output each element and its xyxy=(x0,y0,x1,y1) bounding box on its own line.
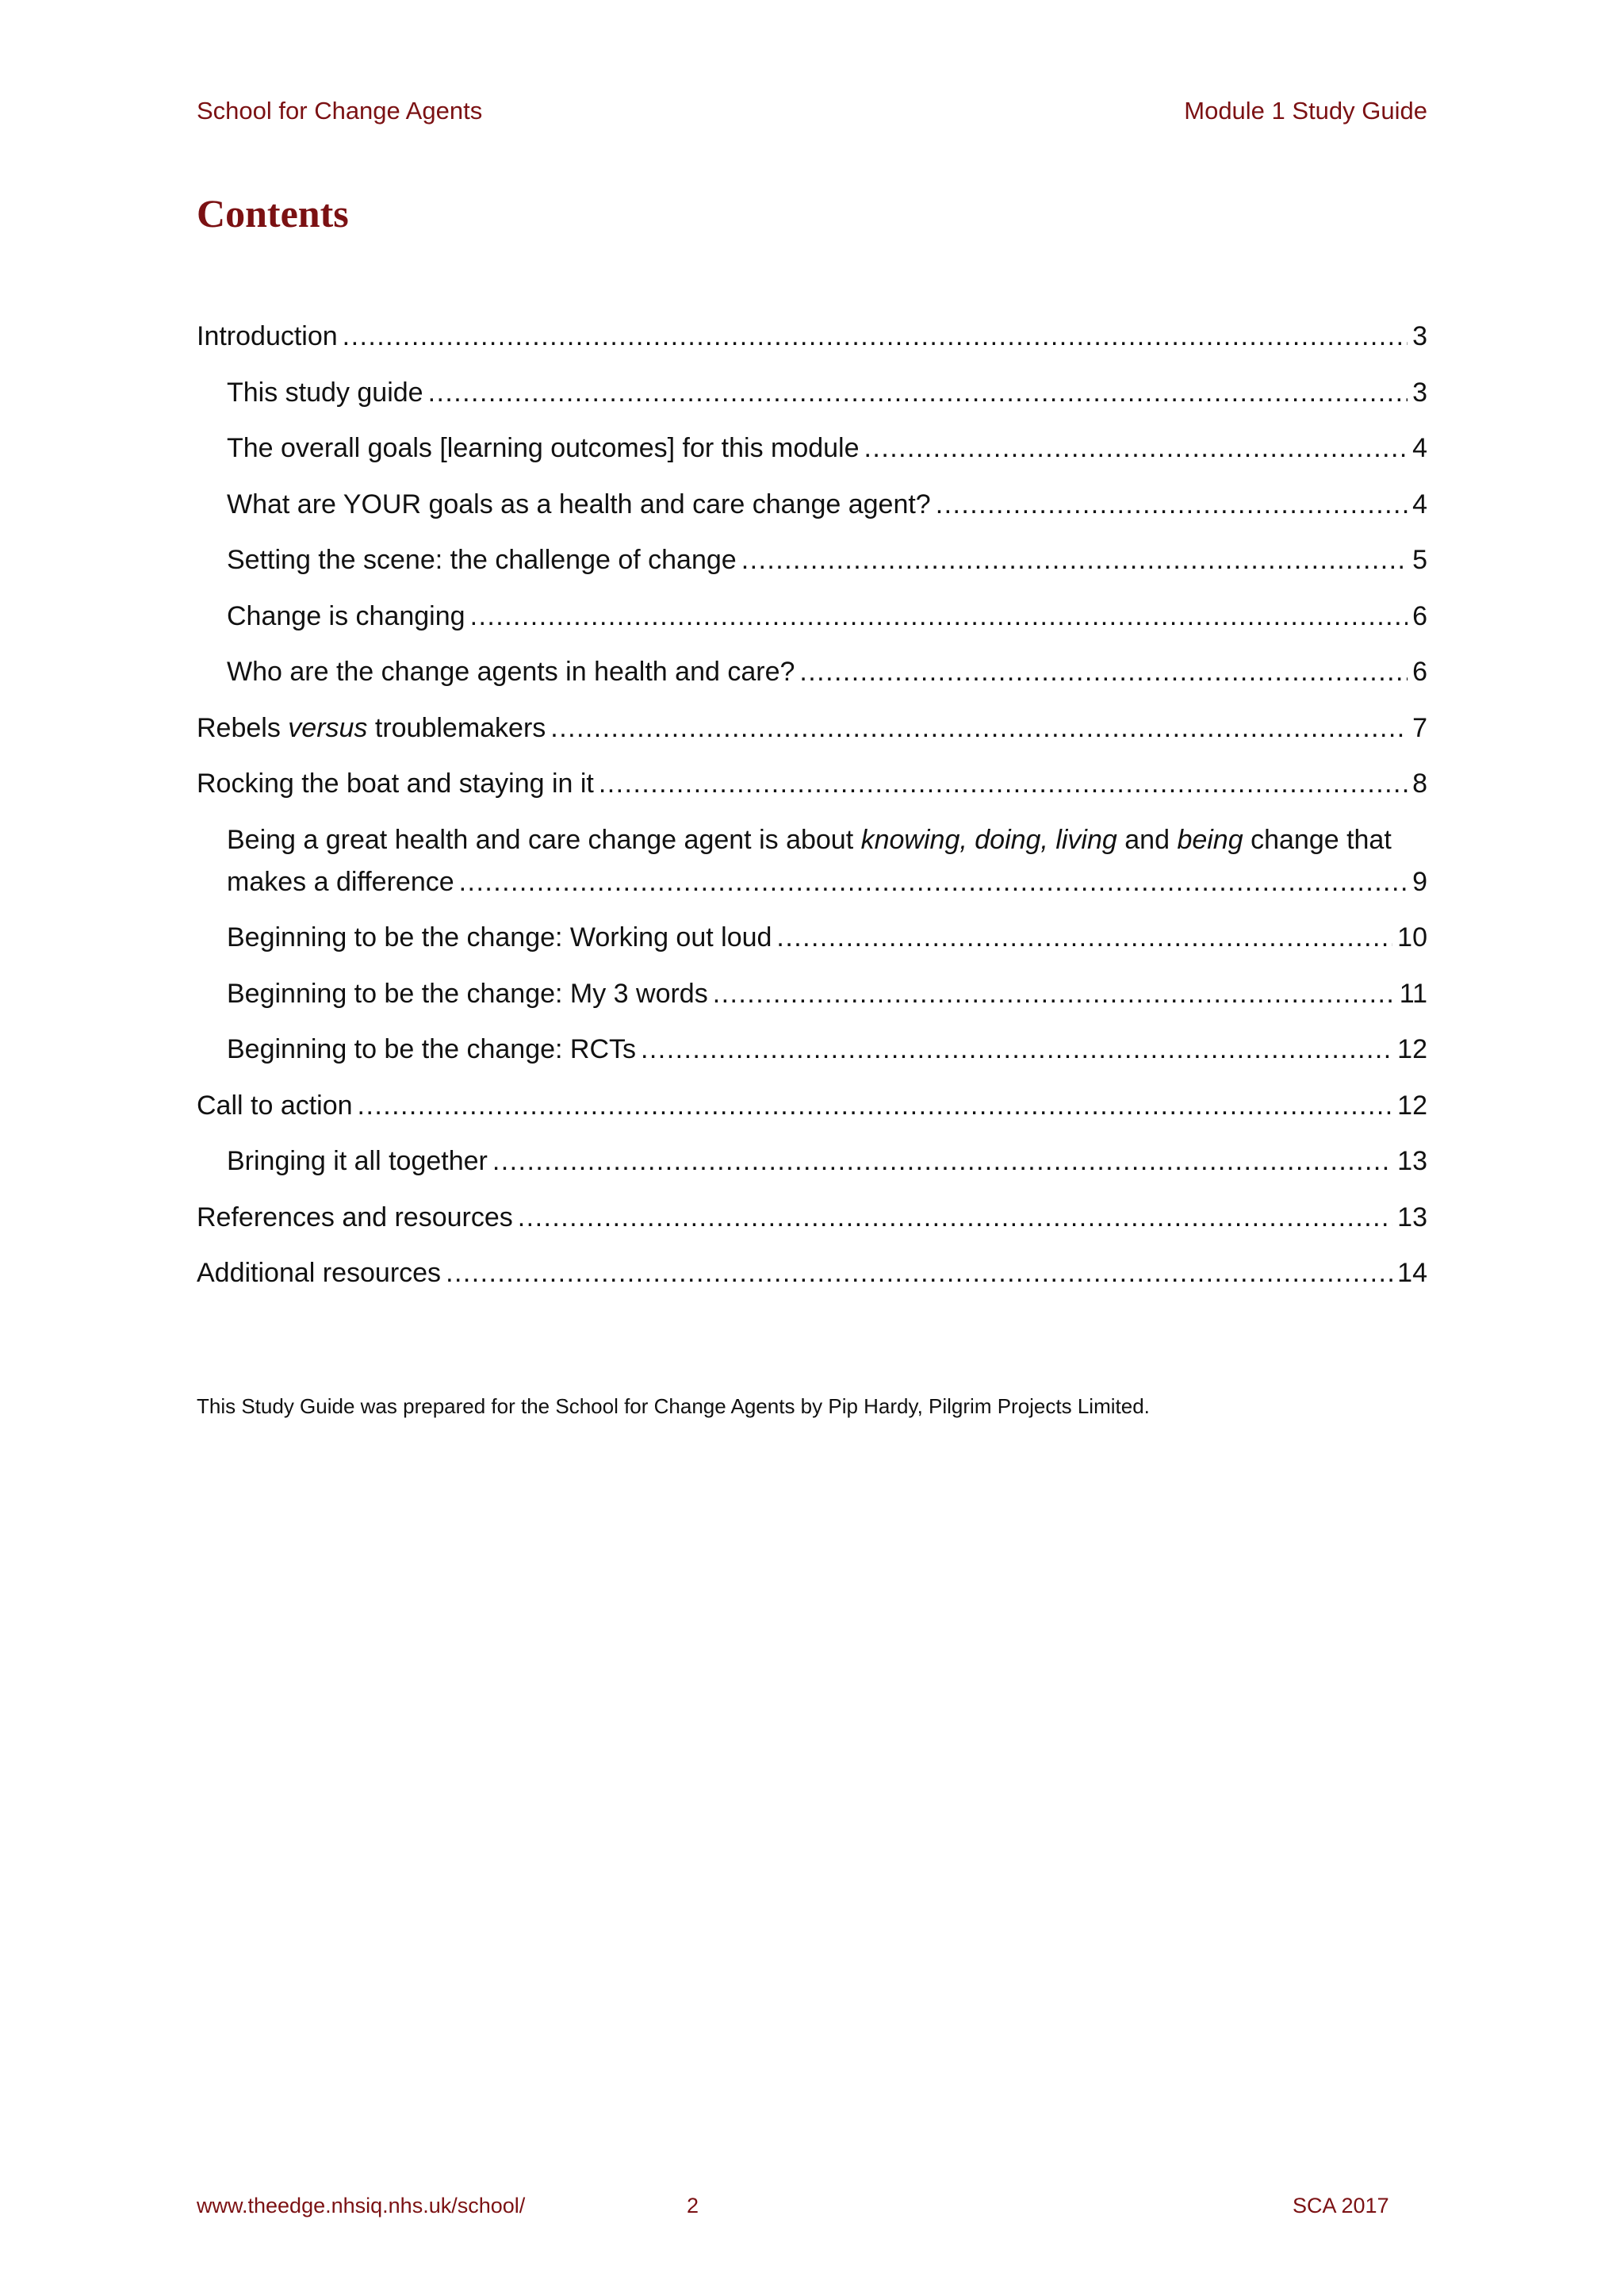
toc-text-part: and xyxy=(1116,824,1178,855)
toc-page-number: 6 xyxy=(1412,657,1427,687)
toc-entry-bringing-it-together[interactable] xyxy=(197,1140,1427,1182)
toc-entry-being-a-great-change-agent[interactable] xyxy=(197,819,1427,903)
toc-page-number: 11 xyxy=(1399,978,1427,1009)
toc-entry-text: makes a difference xyxy=(227,866,454,897)
toc-entry-text: Beginning to be the change: Working out loud xyxy=(227,922,772,953)
toc-leader-dots xyxy=(470,596,1408,638)
toc-leader-dots xyxy=(641,1029,1392,1071)
page-title: Contents xyxy=(197,191,349,236)
toc-entry-text-line2 xyxy=(227,861,1427,903)
toc-entry-rocking-the-boat[interactable] xyxy=(197,763,1427,805)
toc-entry-who-are-change-agents[interactable] xyxy=(197,651,1427,693)
toc-entry-text: This study guide xyxy=(227,377,423,408)
toc-entry-text: Setting the scene: the challenge of change xyxy=(227,545,737,575)
toc-entry-text-line1 xyxy=(227,819,1427,861)
toc-text-italic: being xyxy=(1177,824,1243,855)
toc-entry-text: What are YOUR goals as a health and care change agent? xyxy=(227,489,931,519)
toc-leader-dots xyxy=(599,763,1408,805)
toc-entry-change-is-changing[interactable] xyxy=(197,596,1427,638)
toc-text-italic: knowing, doing, living xyxy=(860,824,1117,855)
toc-leader-dots xyxy=(550,707,1408,749)
toc-page-number: 3 xyxy=(1412,321,1427,351)
toc-entry-setting-the-scene[interactable] xyxy=(197,539,1427,581)
header-module-title: Module 1 Study Guide xyxy=(1184,97,1427,125)
toc-entry-text: Bringing it all together xyxy=(227,1146,488,1176)
toc-entry-text: Rocking the boat and staying in it xyxy=(197,769,594,799)
toc-leader-dots xyxy=(776,917,1392,959)
toc-entry-text: Beginning to be the change: RCTs xyxy=(227,1034,637,1064)
toc-entry-text: The overall goals [learning outcomes] for this module xyxy=(227,433,860,463)
toc-leader-dots xyxy=(459,861,1408,903)
toc-entry-rebels-versus-troublemakers[interactable] xyxy=(197,707,1427,749)
toc-leader-dots xyxy=(446,1252,1392,1294)
toc-leader-dots xyxy=(799,651,1408,693)
toc-page-number: 12 xyxy=(1397,1034,1427,1064)
toc-entry-text: Change is changing xyxy=(227,600,465,631)
table-of-contents xyxy=(197,316,1427,1309)
header-school-name: School for Change Agents xyxy=(197,97,483,125)
toc-entry-text: Introduction xyxy=(197,321,338,351)
toc-page-number: 5 xyxy=(1412,545,1427,575)
toc-leader-dots xyxy=(864,427,1408,470)
toc-entry-text: Call to action xyxy=(197,1090,353,1121)
toc-leader-dots xyxy=(741,539,1408,581)
toc-entry-text: References and resources xyxy=(197,1202,513,1232)
toc-entry-text: Additional resources xyxy=(197,1258,442,1288)
toc-page-number: 4 xyxy=(1412,433,1427,463)
toc-entry-overall-goals[interactable] xyxy=(197,427,1427,470)
toc-page-number: 14 xyxy=(1397,1258,1427,1288)
toc-entry-call-to-action[interactable] xyxy=(197,1085,1427,1127)
toc-leader-dots xyxy=(428,372,1408,414)
toc-leader-dots xyxy=(518,1197,1392,1239)
toc-text-part: Rebels xyxy=(197,712,289,743)
toc-entry-references[interactable] xyxy=(197,1197,1427,1239)
toc-entry-your-goals[interactable] xyxy=(197,484,1427,526)
toc-entry-rcts[interactable] xyxy=(197,1029,1427,1071)
toc-leader-dots xyxy=(343,316,1408,358)
toc-entry-working-out-loud[interactable] xyxy=(197,917,1427,959)
toc-leader-dots xyxy=(358,1085,1393,1127)
toc-page-number: 6 xyxy=(1412,600,1427,631)
footer-url-link[interactable]: www.theedge.nhsiq.nhs.uk/school/ xyxy=(197,2194,526,2217)
toc-entry-introduction[interactable] xyxy=(197,316,1427,358)
footer-page-number: 2 xyxy=(687,2194,699,2217)
toc-leader-dots xyxy=(492,1140,1392,1182)
toc-entry-text xyxy=(197,707,546,749)
toc-text-italic: versus xyxy=(288,712,368,743)
footer-code: SCA 2017 xyxy=(1293,2194,1389,2217)
toc-text-part: change that xyxy=(1243,824,1392,855)
toc-page-number: 3 xyxy=(1412,377,1427,408)
toc-entry-text: Who are the change agents in health and care? xyxy=(227,657,795,687)
toc-page-number: 8 xyxy=(1412,769,1427,799)
toc-entry-text: Beginning to be the change: My 3 words xyxy=(227,978,708,1009)
toc-page-number: 4 xyxy=(1412,489,1427,519)
credit-note: This Study Guide was prepared for the School for Change Agents by Pip Hardy, Pilgrim Projects Limited. xyxy=(197,1394,1150,1418)
toc-entry-additional-resources[interactable] xyxy=(197,1252,1427,1294)
toc-page-number: 10 xyxy=(1397,922,1427,953)
toc-text-part: troublemakers xyxy=(367,712,546,743)
toc-page-number: 12 xyxy=(1397,1090,1427,1121)
toc-leader-dots xyxy=(713,973,1395,1015)
toc-page-number: 7 xyxy=(1412,712,1427,743)
toc-page-number: 13 xyxy=(1397,1202,1427,1232)
toc-leader-dots xyxy=(936,484,1408,526)
toc-entry-this-study-guide[interactable] xyxy=(197,372,1427,414)
toc-page-number: 13 xyxy=(1397,1146,1427,1176)
toc-page-number: 9 xyxy=(1412,866,1427,897)
toc-entry-my-3-words[interactable] xyxy=(197,973,1427,1015)
toc-text-part: Being a great health and care change agent is about xyxy=(227,824,861,855)
